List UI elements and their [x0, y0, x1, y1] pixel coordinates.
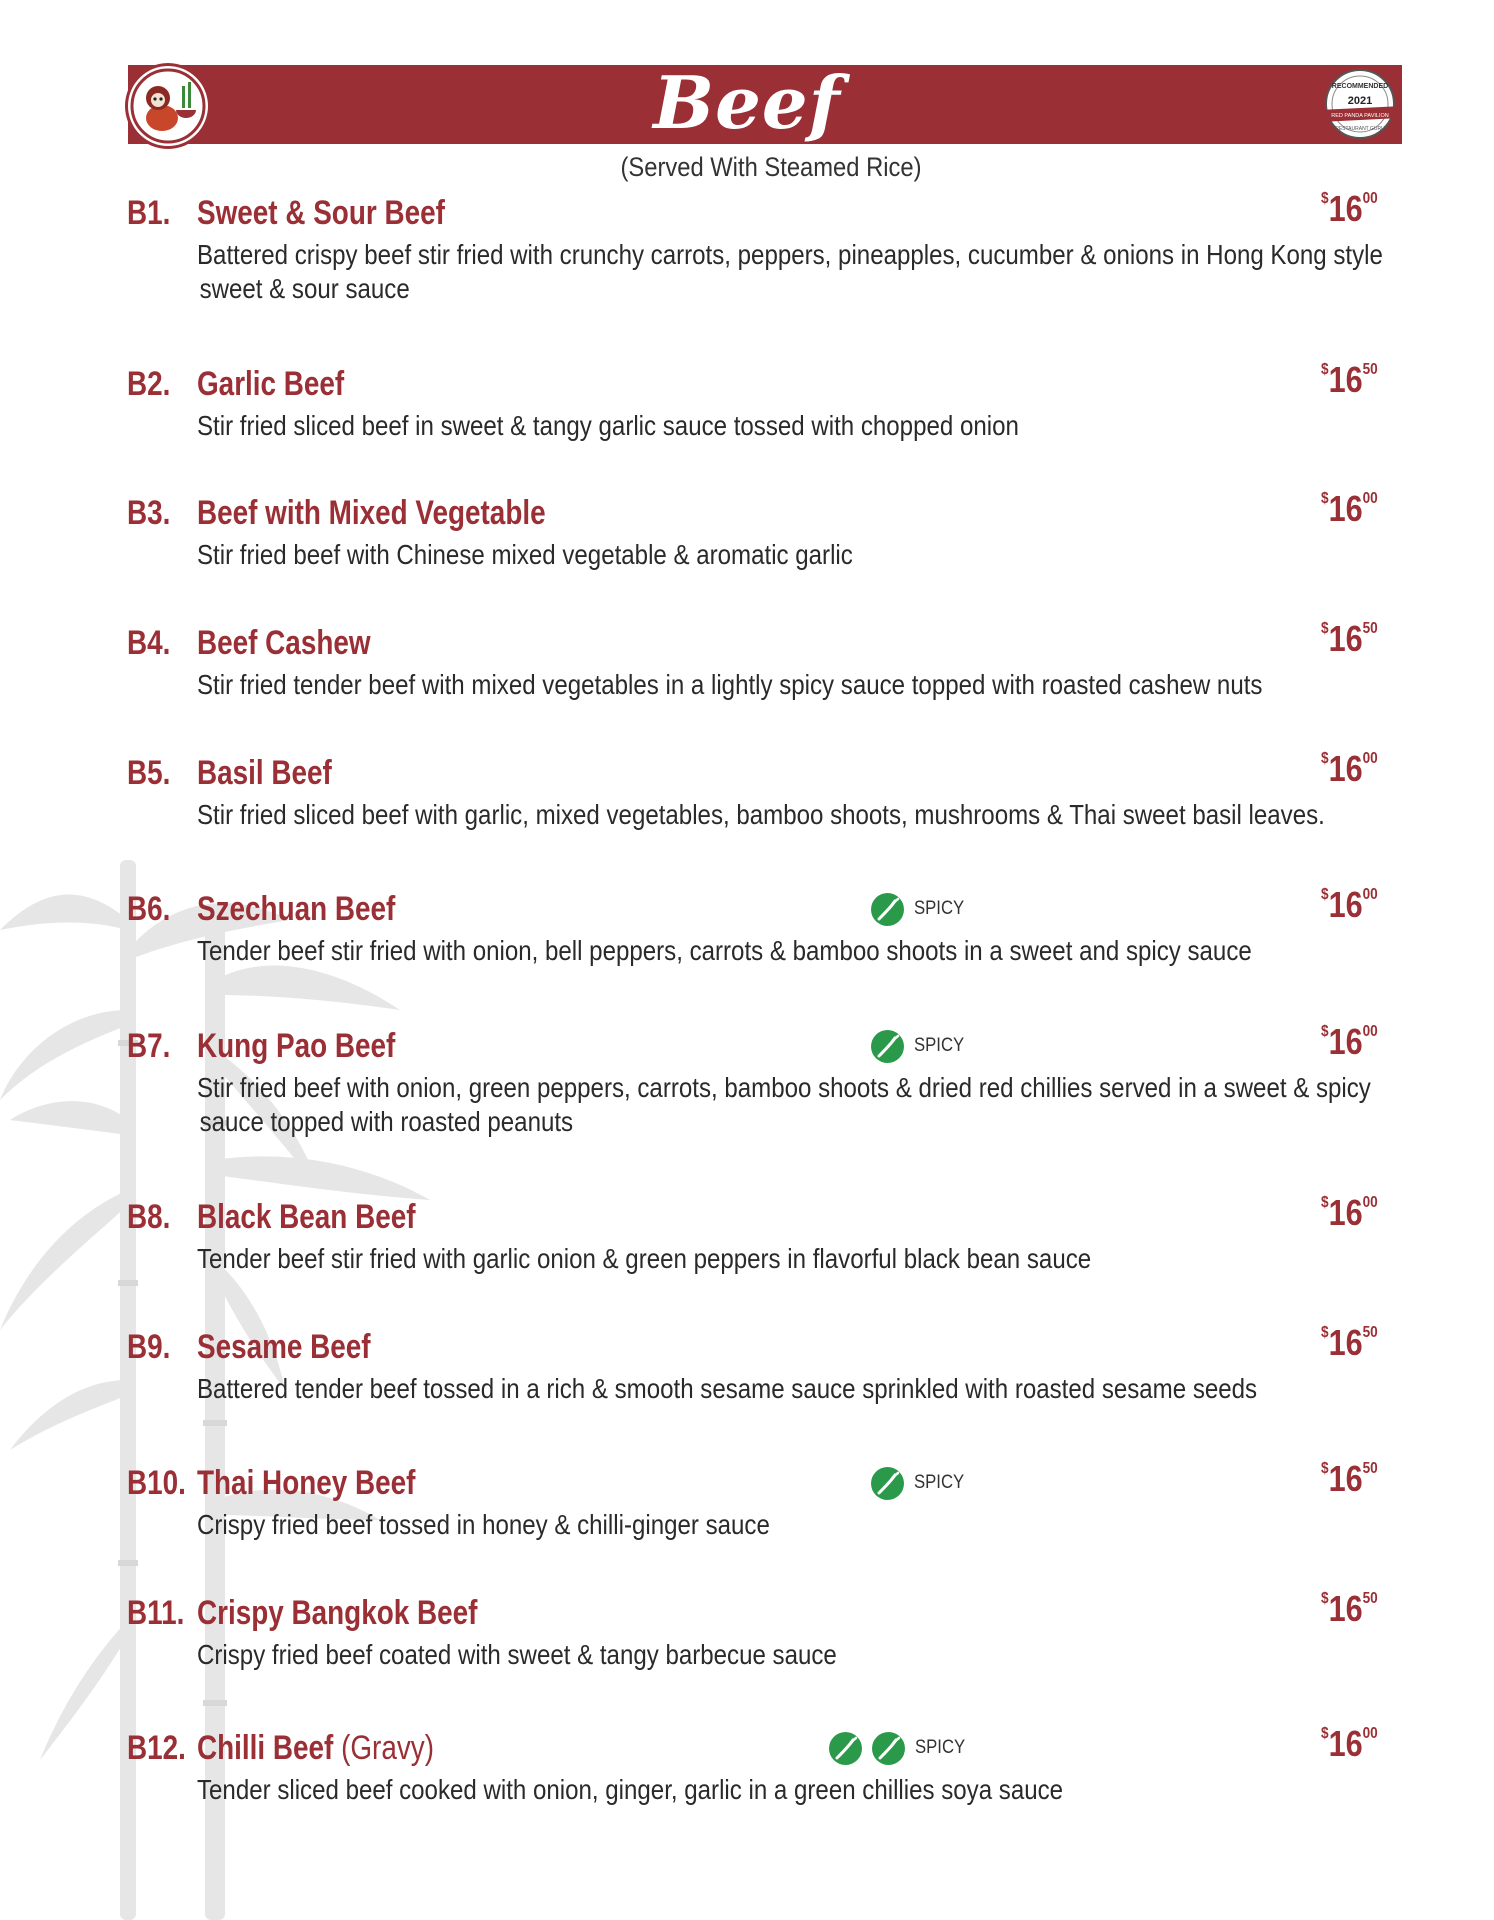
price-cents: 50 [1362, 361, 1378, 378]
item-description [197, 798, 1384, 832]
item-description [197, 1508, 1384, 1542]
price-dollars: 16 [1328, 1322, 1363, 1363]
item-name [197, 1198, 416, 1237]
item-description-text: Tender beef stir fried with onion, bell peppers, carrots & bamboo shoots in a sweet and spicy sauce [197, 935, 1252, 966]
item-description [197, 1071, 1384, 1139]
item-code: B7. [127, 1027, 171, 1065]
item-code: B2. [127, 365, 171, 403]
item-name-text: Beef with Mixed Vegetable [197, 494, 546, 532]
chili-pepper-icon [872, 1732, 905, 1765]
item-description-continued: sweet & sour sauce [199, 273, 410, 304]
item-price [1321, 359, 1378, 401]
price-currency: $ [1321, 190, 1329, 207]
item-name-text: Sweet & Sour Beef [197, 194, 445, 232]
item-name-extra: (Gravy) [341, 1729, 435, 1767]
spicy-indicator [871, 1029, 971, 1063]
item-description-text: Stir fried sliced beef with garlic, mixed vegetables, bamboo shoots, mushrooms & Thai sweet basil leaves. [197, 799, 1325, 830]
price-currency: $ [1321, 1324, 1329, 1341]
item-description-text: Stir fried beef with Chinese mixed vegetable & aromatic garlic [197, 539, 853, 570]
price-cents: 00 [1362, 1194, 1378, 1211]
item-price [1321, 188, 1378, 230]
item-code: B3. [127, 494, 171, 532]
item-description [197, 238, 1384, 306]
price-cents: 00 [1362, 750, 1378, 767]
price-dollars: 16 [1328, 359, 1363, 400]
item-name [197, 1594, 477, 1633]
price-dollars: 16 [1328, 748, 1363, 789]
item-name-text: Black Bean Beef [197, 1198, 416, 1236]
spicy-label: SPICY [914, 1035, 965, 1056]
item-name-text: Thai Honey Beef [197, 1464, 416, 1502]
item-description [197, 409, 1384, 443]
price-dollars: 16 [1328, 1723, 1363, 1764]
price-cents: 50 [1362, 1590, 1378, 1607]
item-price [1321, 488, 1378, 530]
price-cents: 50 [1362, 1460, 1378, 1477]
price-cents: 50 [1362, 1324, 1378, 1341]
price-currency: $ [1321, 1725, 1329, 1742]
item-code: B5. [127, 754, 171, 792]
price-dollars: 16 [1328, 188, 1363, 229]
item-description [197, 538, 1384, 572]
price-dollars: 16 [1328, 1458, 1363, 1499]
item-name-text: Kung Pao Beef [197, 1027, 396, 1065]
price-cents: 50 [1362, 620, 1378, 637]
item-description-text: Stir fried tender beef with mixed vegetables in a lightly spicy sauce topped with roasted cashew nuts [197, 669, 1263, 700]
price-currency: $ [1321, 1194, 1329, 1211]
item-name [197, 754, 332, 793]
spicy-indicator [871, 892, 971, 926]
item-description-text: Stir fried sliced beef in sweet & tangy garlic sauce tossed with chopped onion [197, 410, 1019, 441]
badge-bottom-text: RESTAURANT GURU [1335, 126, 1385, 132]
item-name-text: Sesame Beef [197, 1328, 371, 1366]
item-price [1321, 1192, 1378, 1234]
item-name [197, 890, 395, 929]
item-price [1321, 748, 1378, 790]
item-name-text: Beef Cashew [197, 624, 371, 662]
item-name [197, 1729, 434, 1768]
item-name-text: Crispy Bangkok Beef [197, 1594, 478, 1632]
item-price [1321, 1458, 1378, 1500]
price-currency: $ [1321, 1590, 1329, 1607]
item-description [197, 1773, 1384, 1807]
item-price [1321, 1723, 1378, 1765]
item-description-continued: sauce topped with roasted peanuts [199, 1106, 574, 1137]
item-price [1321, 884, 1378, 926]
spicy-label: SPICY [914, 898, 965, 919]
spicy-indicator [829, 1731, 972, 1765]
price-cents: 00 [1362, 490, 1378, 507]
badge-year: 2021 [1347, 95, 1373, 107]
item-description [197, 668, 1384, 702]
item-name [197, 194, 445, 233]
item-name-text: Chilli Beef [197, 1729, 334, 1767]
item-description-text: Battered tender beef tossed in a rich & smooth sesame sauce sprinkled with roasted sesame seeds [197, 1373, 1258, 1404]
item-description [197, 934, 1384, 968]
chili-pepper-icon [871, 1030, 904, 1063]
item-name-text: Basil Beef [197, 754, 332, 792]
price-dollars: 16 [1328, 618, 1363, 659]
item-name [197, 1027, 395, 1066]
spicy-indicator [871, 1466, 971, 1500]
chili-pepper-icon [871, 893, 904, 926]
item-code: B8. [127, 1198, 171, 1236]
item-code: B6. [127, 890, 171, 928]
price-cents: 00 [1362, 1725, 1378, 1742]
item-description [197, 1242, 1384, 1276]
item-name [197, 1328, 371, 1367]
price-dollars: 16 [1328, 1588, 1363, 1629]
page-title: Beef [653, 60, 841, 145]
item-description-text: Crispy fried beef tossed in honey & chilli-ginger sauce [197, 1509, 770, 1540]
price-currency: $ [1321, 361, 1329, 378]
item-price [1321, 1021, 1378, 1063]
price-dollars: 16 [1328, 488, 1363, 529]
item-name [197, 365, 344, 404]
item-name [197, 1464, 415, 1503]
spicy-label: SPICY [915, 1737, 966, 1758]
price-currency: $ [1321, 886, 1329, 903]
item-name-text: Szechuan Beef [197, 890, 396, 928]
spicy-label: SPICY [914, 1472, 965, 1493]
item-name-text: Garlic Beef [197, 365, 345, 403]
item-name [197, 494, 546, 533]
item-description [197, 1638, 1384, 1672]
price-dollars: 16 [1328, 1021, 1363, 1062]
menu-subtitle: (Served With Steamed Rice) [620, 152, 922, 182]
item-code: B12. [127, 1729, 186, 1767]
item-description-text: Tender beef stir fried with garlic onion & green peppers in flavorful black bean sauce [197, 1243, 1092, 1274]
item-code: B11. [127, 1594, 185, 1632]
price-cents: 00 [1362, 886, 1378, 903]
price-cents: 00 [1362, 1023, 1378, 1040]
item-code: B4. [127, 624, 171, 662]
item-price [1321, 618, 1378, 660]
item-name [197, 624, 371, 663]
item-description [197, 1372, 1384, 1406]
item-description-text: Tender sliced beef cooked with onion, ginger, garlic in a green chillies soya sauce [197, 1774, 1064, 1805]
badge-top-text: RECOMMENDED [1331, 83, 1389, 90]
item-price [1321, 1588, 1378, 1630]
price-currency: $ [1321, 1460, 1329, 1477]
chili-pepper-icon [871, 1467, 904, 1500]
item-description-text: Battered crispy beef stir fried with crunchy carrots, peppers, pineapples, cucumber & onions in Hong Kong style [197, 239, 1383, 270]
price-currency: $ [1321, 1023, 1329, 1040]
item-price [1321, 1322, 1378, 1364]
price-currency: $ [1321, 620, 1329, 637]
item-code: B10. [127, 1464, 186, 1502]
price-currency: $ [1321, 490, 1329, 507]
price-cents: 00 [1362, 190, 1378, 207]
item-code: B1. [127, 194, 171, 232]
item-code: B9. [127, 1328, 171, 1366]
price-currency: $ [1321, 750, 1329, 767]
item-description-text: Stir fried beef with onion, green peppers, carrots, bamboo shoots & dried red chillies served in a sweet & spicy [197, 1072, 1371, 1103]
price-dollars: 16 [1328, 1192, 1363, 1233]
item-description-text: Crispy fried beef coated with sweet & tangy barbecue sauce [197, 1639, 837, 1670]
badge-ribbon-text: RED PANDA PAVILION [1331, 113, 1389, 119]
price-dollars: 16 [1328, 884, 1363, 925]
chili-pepper-icon [829, 1732, 862, 1765]
